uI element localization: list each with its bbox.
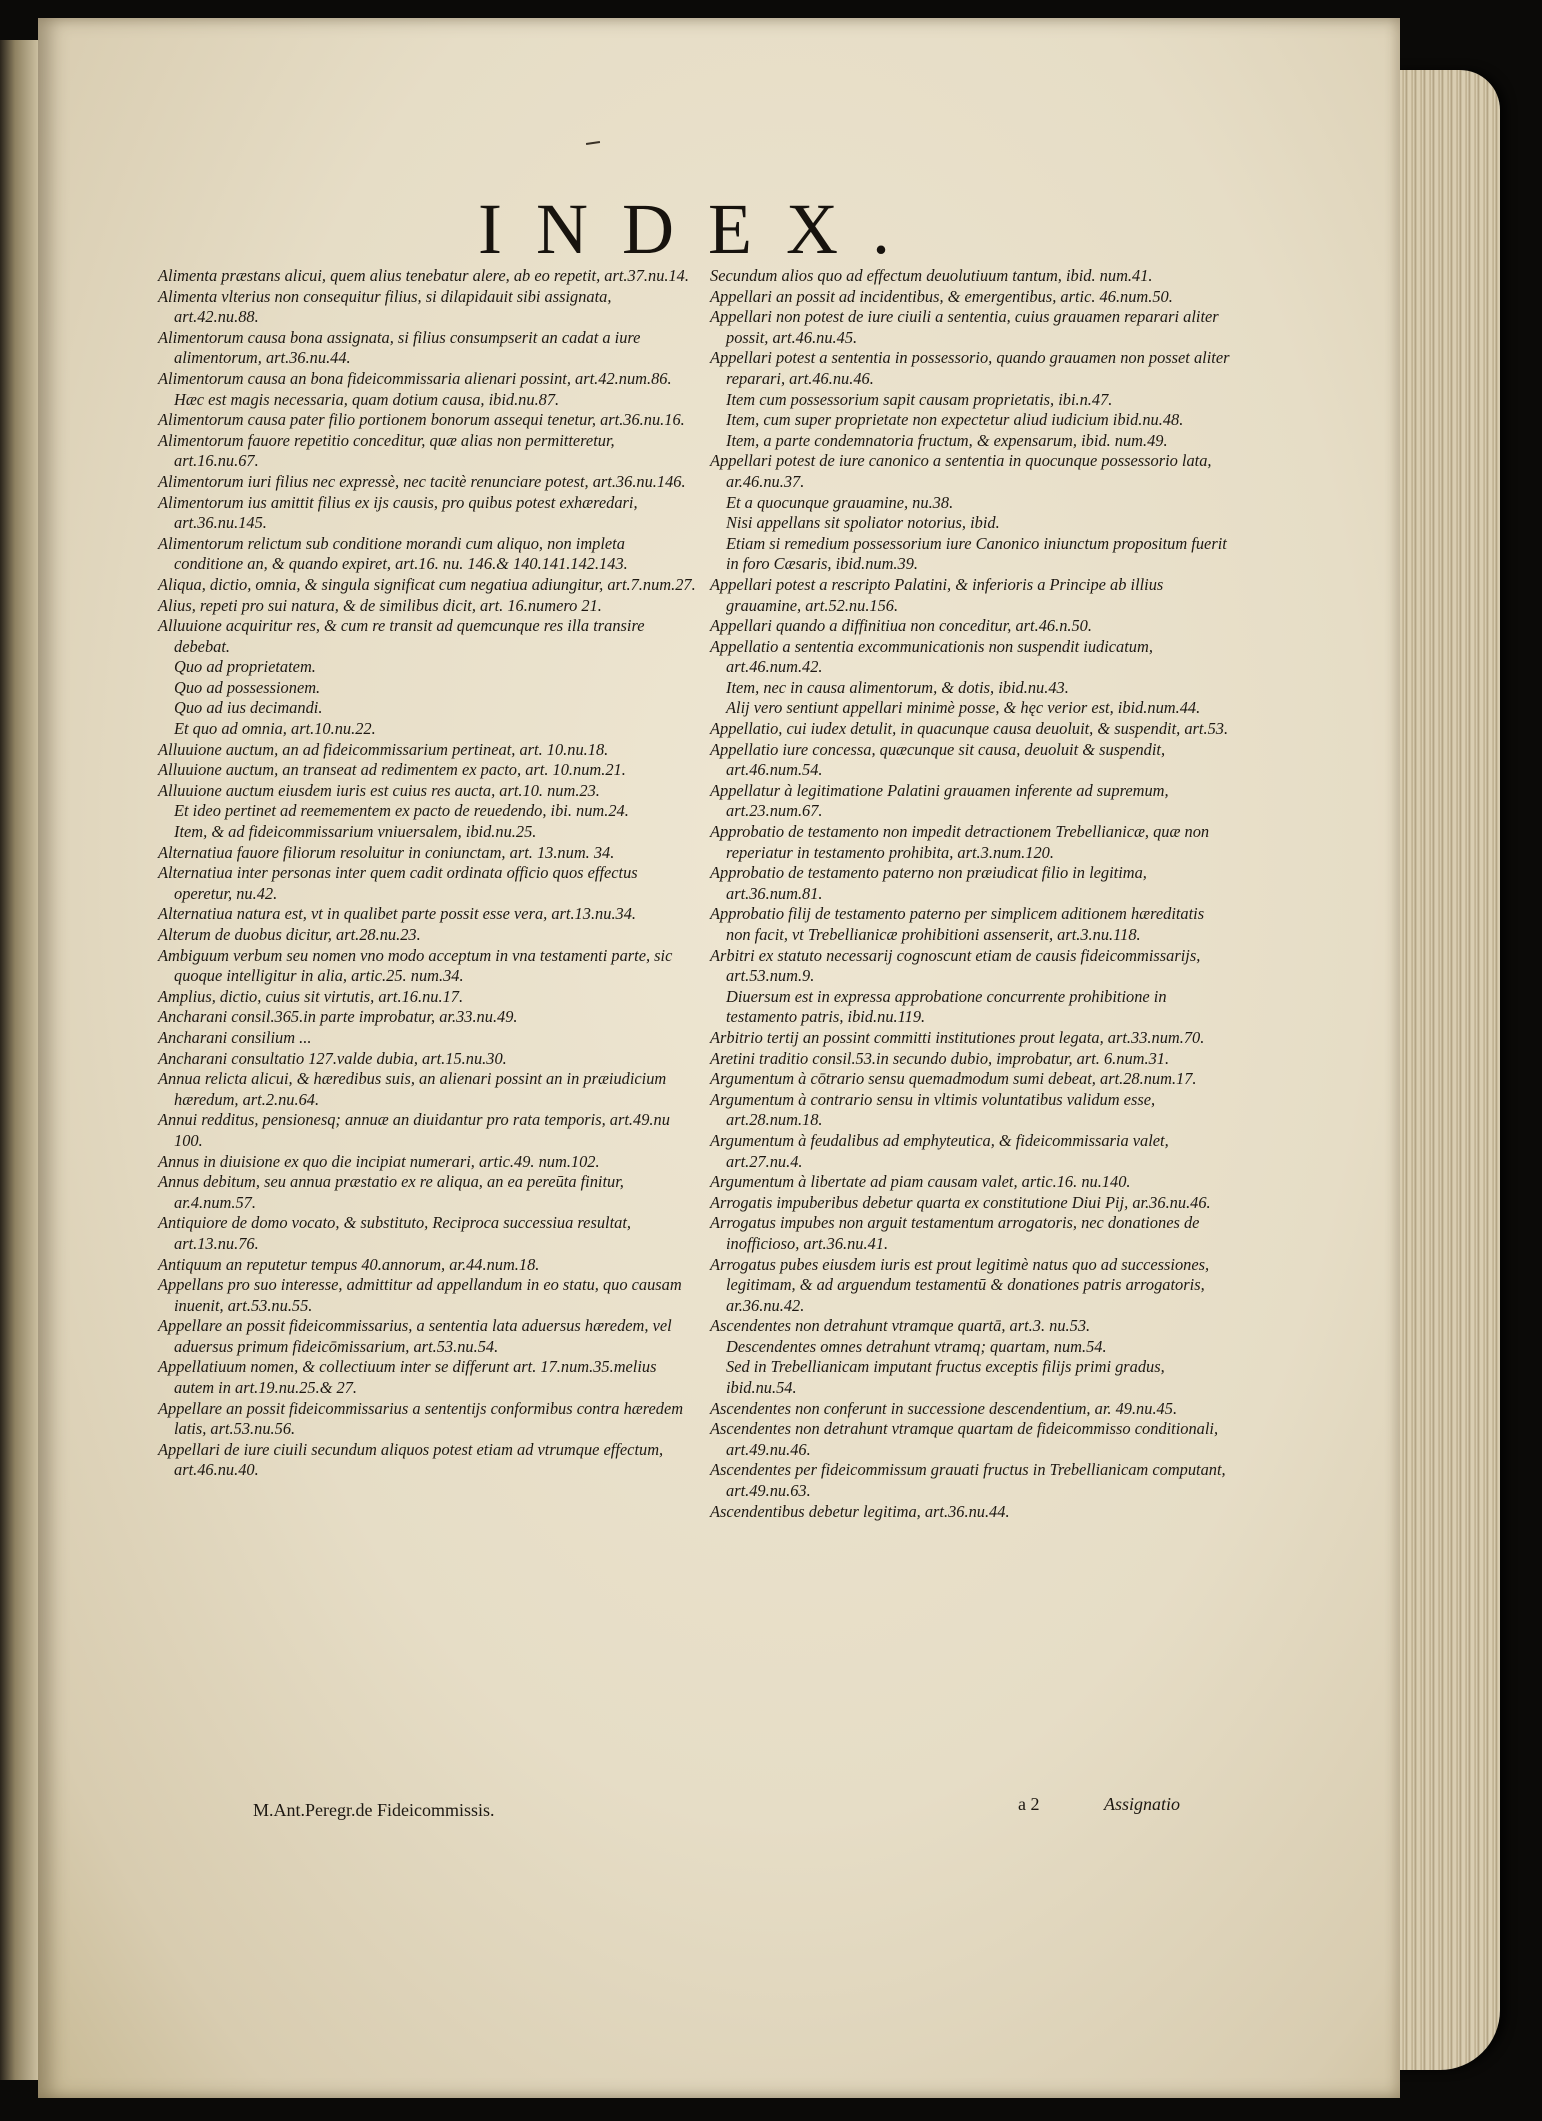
index-entry: Appellari an possit ad incidentibus, & emergentibus, artic. 46.num.50.: [710, 286, 1173, 306]
index-entry: Appellare an possit fideicommissarius a sententijs conformibus contra hæredem latis, art.53.nu.56.: [158, 1398, 684, 1439]
index-entry: Ambiguum verbum seu nomen vno modo acceptum in vna testamenti parte, sic quoque intelligitur in alia, artic.25. num.34.: [158, 945, 673, 986]
index-entry: Arrogatus impubes non arguit testamentum arrogatoris, nec donationes de inofficioso, art.36.nu.41.: [710, 1213, 1200, 1253]
index-entry: Appellans pro suo interesse, admittitur ad appellandum in eo statu, quo causam inuenit, art.53.nu.55.: [158, 1275, 682, 1315]
index-entry: Alluuione auctum eiusdem iuris est cuius res aucta, art.10. num.23.: [158, 780, 600, 800]
index-entry: Et quo ad omnia, art.10.nu.22.: [174, 719, 376, 739]
catchword: Assignatio: [1104, 1794, 1181, 1814]
index-entry: Argumentum à feudalibus ad emphyteutica, & fideicommissaria valet, art.27.nu.4.: [710, 1130, 1169, 1171]
index-entry: Appellatur à legitimatione Palatini grauamen inferente ad supremum, art.23.num.67.: [710, 780, 1169, 821]
index-entry: Appellari quando a diffinitiua non conceditur, art.46.n.50.: [710, 616, 1092, 636]
index-entry: Item, cum super proprietate non expectetur aliud iudicium ibid.nu.48.: [726, 410, 1184, 430]
index-entry: Appellatio, cui iudex detulit, in quacunque causa deuoluit, & suspendit, art.53.: [710, 719, 1229, 739]
index-entry: Approbatio de testamento paterno non præiudicat filio in legitima, art.36.num.81.: [710, 863, 1147, 903]
index-entry: Descendentes omnes detrahunt vtramq; quartam, num.54.: [726, 1336, 1107, 1356]
facing-page-edge: [0, 40, 38, 2080]
index-entry: Ancharani consilium ...: [158, 1027, 312, 1047]
index-entry: Antiquum an reputetur tempus 40.annorum, ar.44.num.18.: [158, 1254, 540, 1274]
index-entry: Annua relicta alicui, & hæredibus suis, an alienari possint an in præiudicium hæredum, art.2.nu.64.: [158, 1069, 667, 1109]
index-entry: Appellari non potest de iure ciuili a sententia, cuius grauamen reparari aliter possit, art.46.nu.45.: [710, 307, 1219, 347]
index-entry: Alimentorum iuri filius nec expressè, nec tacitè renunciare potest, art.36.nu.146.: [158, 471, 686, 491]
index-entry: Antiquiore de domo vocato, & substituto, Reciproca successiua resultat, art.13.nu.76.: [158, 1213, 631, 1253]
index-entry: Ascendentes non conferunt in successione descendentium, ar. 49.nu.45.: [710, 1398, 1178, 1418]
index-entry: Appellare an possit fideicommissarius, a sententia lata aduersus hæredem, vel aduersus primum fideicōmissarium, art.53.nu.54.: [158, 1316, 672, 1356]
index-entry: Ascendentes non detrahunt vtramque quartam de fideicommisso conditionali, art.49.nu.46.: [710, 1419, 1219, 1459]
index-entry: Argumentum à libertate ad piam causam valet, artic.16. nu.140.: [710, 1172, 1131, 1192]
index-entry: Appellatio a sententia excommunicationis non suspendit iudicatum, art.46.num.42.: [710, 636, 1153, 677]
index-entry: Aretini traditio consil.53.in secundo dubio, improbatur, art. 6.num.31.: [710, 1048, 1170, 1068]
index-entry: Alternatiua fauore filiorum resoluitur in coniunctam, art. 13.num. 34.: [158, 842, 615, 862]
index-entry: Argumentum à contrario sensu in vltimis voluntatibus validum esse, art.28.num.18.: [710, 1089, 1156, 1130]
index-entry: Alimentorum causa an bona fideicommissaria alienari possint, art.42.num.86.: [158, 368, 672, 388]
index-entry: Annus in diuisione ex quo die incipiat numerari, artic.49. num.102.: [158, 1151, 600, 1171]
ink-mark: [586, 141, 600, 145]
index-page: [38, 18, 1400, 2098]
index-entry: Item, a parte condemnatoria fructum, & expensarum, ibid. num.49.: [726, 430, 1168, 450]
book-fore-edge: [1390, 70, 1500, 2070]
index-entry: Appellari potest a sententia in possessorio, quando grauamen non posset aliter reparari, art.46.nu.46.: [710, 348, 1230, 388]
index-entry: Alluuione auctum, an transeat ad redimentem ex pacto, art. 10.num.21.: [158, 760, 626, 780]
index-entry: Appellatio iure concessa, quæcunque sit causa, deuoluit & suspendit, art.46.num.54.: [710, 739, 1166, 780]
index-entry: Nisi appellans sit spoliator notorius, ibid.: [726, 513, 1000, 533]
index-entry: Alternatiua natura est, vt in qualibet parte possit esse vera, art.13.nu.34.: [158, 904, 637, 924]
index-entry: Ancharani consultatio 127.valde dubia, art.15.nu.30.: [158, 1048, 507, 1068]
index-entry: Diuersum est in expressa approbatione concurrente prohibitione in testamento patris, ibid.nu.119.: [726, 986, 1167, 1027]
page-title: INDEX.: [478, 189, 924, 269]
index-entry: Ascendentes per fideicommissum grauati fructus in Trebellianicam computant, art.49.nu.63.: [710, 1460, 1226, 1501]
index-entry: Et ideo pertinet ad reemementem ex pacto de reuedendo, ibi. num.24.: [174, 801, 629, 821]
index-entry: Alius, repeti pro sui natura, & de similibus dicit, art. 16.numero 21.: [158, 595, 602, 615]
index-entry: Alimentorum causa pater filio portionem bonorum assequi tenetur, art.36.nu.16.: [158, 410, 685, 430]
index-entry: Argumentum à cōtrario sensu quemadmodum sumi debeat, art.28.num.17.: [710, 1069, 1197, 1089]
index-entry: Item cum possessorium sapit causam proprietatis, ibi.n.47.: [726, 389, 1113, 409]
index-entry: Amplius, dictio, cuius sit virtutis, art.16.nu.17.: [158, 986, 464, 1006]
index-entry: Alimenta præstans alicui, quem alius tenebatur alere, ab eo repetit, art.37.nu.14.: [158, 266, 689, 285]
index-entry: Item, & ad fideicommissarium vniuersalem, ibid.nu.25.: [174, 822, 537, 842]
index-entry: Ascendentibus debetur legitima, art.36.nu.44.: [710, 1501, 1010, 1521]
index-entry: Ascendentes non detrahunt vtramque quartā, art.3. nu.53.: [710, 1316, 1091, 1336]
index-entry: Ancharani consil.365.in parte improbatur, ar.33.nu.49.: [158, 1007, 518, 1027]
signature-mark: a 2: [1018, 1794, 1040, 1814]
index-entry: Arbitrio tertij an possint committi institutiones prout legata, art.33.num.70.: [710, 1027, 1205, 1047]
index-entry: Alternatiua inter personas inter quem cadit ordinata officio quos effectus operetur, nu.42.: [158, 863, 638, 903]
index-entry: Quo ad ius decimandi.: [174, 698, 323, 718]
index-entry: Alij vero sentiunt appellari minimè posse, & hęc verior est, ibid.num.44.: [726, 698, 1201, 718]
index-entry: Alluuione auctum, an ad fideicommissarium pertineat, art. 10.nu.18.: [158, 739, 609, 759]
index-entry: Alimentorum causa bona assignata, si filius consumpserit an cadat a iure alimentorum, art.36.nu.44.: [158, 327, 641, 368]
index-entry: Hæc est magis necessaria, quam dotium causa, ibid.nu.87.: [174, 389, 560, 409]
index-entry: Quo ad possessionem.: [174, 677, 321, 697]
index-entry: Appellari potest a rescripto Palatini, & inferioris a Principe ab illius grauamine, art.52.nu.156.: [710, 574, 1164, 615]
index-entry: Sed in Trebellianicam imputant fructus exceptis filijs primi gradus, ibid.nu.54.: [726, 1357, 1165, 1398]
index-entry: Arbitri ex statuto necessarij cognoscunt etiam de causis fideicommissarijs, art.53.num.9.: [710, 945, 1201, 986]
index-entry: Annui redditus, pensionesq; annuæ an diuidantur pro rata temporis, art.49.nu 100.: [158, 1110, 670, 1150]
index-entry: Appellari de iure ciuili secundum aliquos potest etiam ad vtrumque effectum, art.46.nu.40.: [158, 1439, 664, 1480]
index-entry: Et a quocunque grauamine, nu.38.: [726, 492, 954, 512]
index-entry: Arrogatis impuberibus debetur quarta ex constitutione Diui Pij, ar.36.nu.46.: [710, 1192, 1211, 1212]
index-entry: Aliqua, dictio, omnia, & singula significat cum negatiua adiungitur, art.7.num.27.: [158, 574, 696, 594]
index-entry: Alluuione acquiritur res, & cum re transit ad quemcunque res illa transire debebat.: [158, 616, 645, 656]
index-entry: Appellari potest de iure canonico a sententia in quocunque possessorio lata, ar.46.nu.37.: [710, 451, 1212, 491]
index-column-right: [710, 266, 1230, 1522]
index-entry: Annus debitum, seu annua præstatio ex re aliqua, an ea pereūta finitur, ar.4.num.57.: [158, 1172, 624, 1212]
index-entry: Approbatio de testamento non impedit detractionem Trebellianicæ, quæ non reperiatur in testamento prohibita, art.3.num.120.: [710, 822, 1210, 862]
index-entry: Quo ad proprietatem.: [174, 657, 316, 677]
index-entry: Item, nec in causa alimentorum, & dotis, ibid.nu.43.: [726, 677, 1069, 697]
index-entry: Arrogatus pubes eiusdem iuris est prout legitimè natus quo ad successiones, legitimam, & ad arguendum testamentū & donationes patris arrogatoris, ar.36.nu.42.: [710, 1254, 1210, 1315]
running-footer: M.Ant.Peregr.de Fideicommissis.: [253, 1800, 495, 1820]
index-entry: Appellatiuum nomen, & collectiuum inter se differunt art. 17.num.35.melius autem in art.19.nu.25.& 27.: [158, 1357, 657, 1398]
index-entry: Approbatio filij de testamento paterno per simplicem aditionem hæreditatis non facit, vt Trebellianicæ prohibitioni assenserit, art.3.nu.118.: [710, 904, 1205, 944]
index-entry: Alimentorum fauore repetitio conceditur, quæ alias non permitteretur, art.16.nu.67.: [158, 430, 615, 471]
index-column-left: [158, 266, 698, 1481]
index-entry: Alterum de duobus dicitur, art.28.nu.23.: [158, 925, 421, 944]
index-entry: Alimenta vlterius non consequitur filius, si dilapidauit sibi assignata, art.42.nu.88.: [158, 286, 612, 327]
index-entry: Alimentorum relictum sub conditione morandi cum aliquo, non impleta conditione an, & quando expiret, art.16. nu. 146.& 140.141.142.143.: [158, 533, 628, 574]
index-entry: Etiam si remedium possessorium iure Canonico iniunctum propositum fuerit in foro Cæsaris, ibid.num.39.: [726, 533, 1227, 574]
index-entry: Alimentorum ius amittit filius ex ijs causis, pro quibus potest exhæredari, art.36.nu.145.: [158, 492, 638, 533]
index-entry: Secundum alios quo ad effectum deuolutiuum tantum, ibid. num.41.: [710, 266, 1153, 285]
